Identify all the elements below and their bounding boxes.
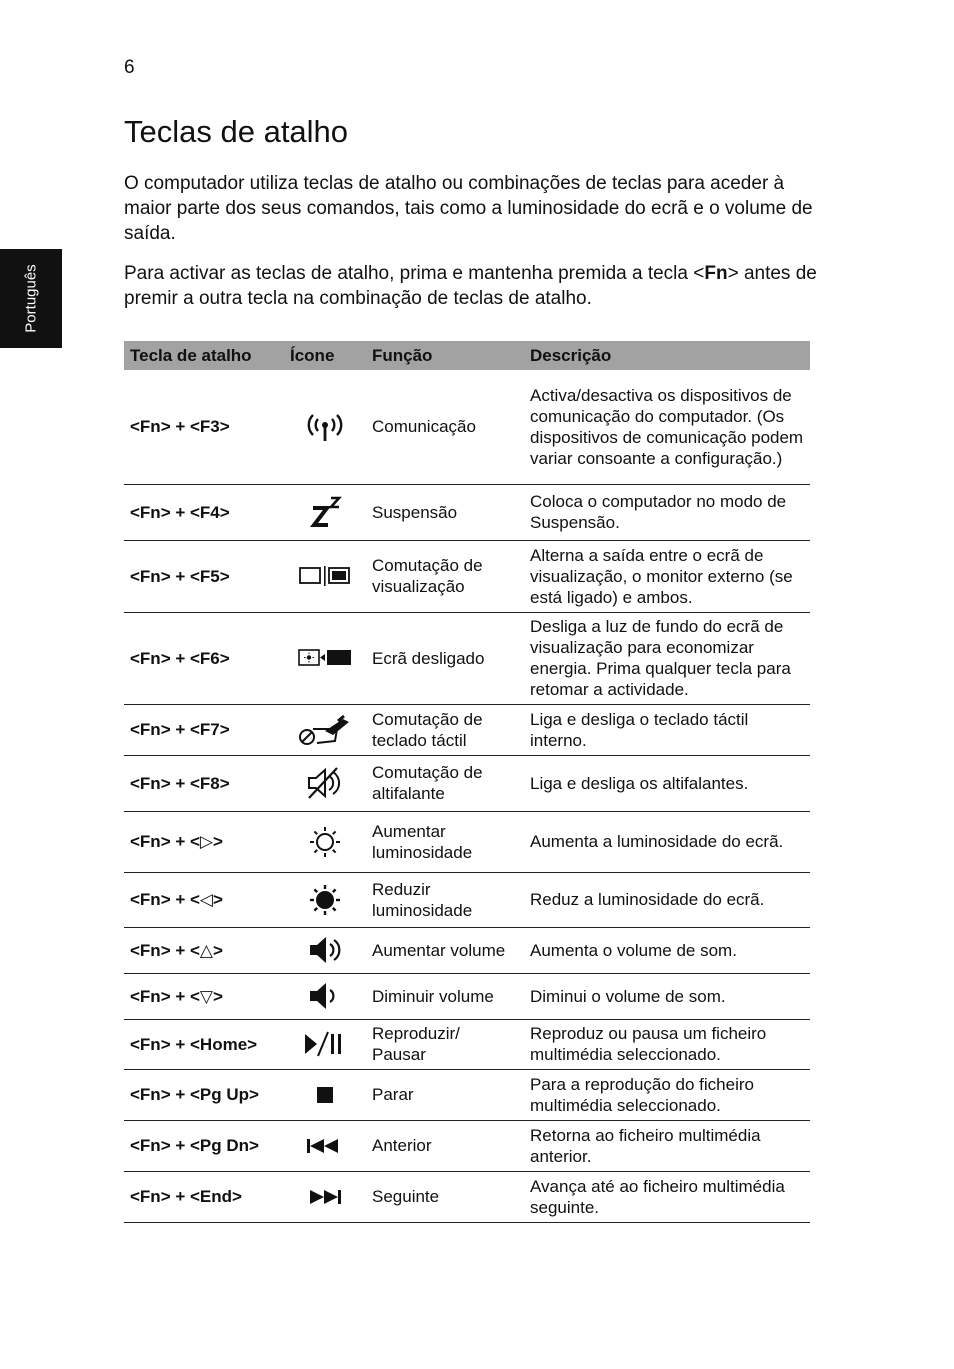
description: Liga e desliga os altifalantes. bbox=[524, 755, 810, 811]
table-header-row bbox=[124, 341, 810, 370]
table-row bbox=[124, 370, 810, 484]
activation-paragraph bbox=[124, 261, 824, 311]
table-row bbox=[124, 755, 810, 811]
hotkey: <Fn> + <End> bbox=[124, 1171, 284, 1222]
description: Liga e desliga o teclado táctil interno. bbox=[524, 704, 810, 755]
hotkey: <Fn> + <▷> bbox=[124, 811, 284, 872]
touchpad-toggle-icon bbox=[297, 713, 353, 747]
function-label: Comutação de visualização bbox=[366, 540, 524, 612]
speaker-mute-icon bbox=[305, 766, 345, 800]
hotkey: <Fn> + <F5> bbox=[124, 540, 284, 612]
sleep-icon bbox=[305, 494, 345, 530]
display-off-icon bbox=[297, 647, 353, 669]
description: Coloca o computador no modo de Suspensão. bbox=[524, 484, 810, 540]
function-label: Reproduzir/ Pausar bbox=[366, 1019, 524, 1069]
table-row bbox=[124, 973, 810, 1019]
header-key: Tecla de atalho bbox=[124, 341, 284, 370]
hotkey: <Fn> + <F4> bbox=[124, 484, 284, 540]
stop-icon bbox=[315, 1086, 335, 1104]
function-label: Anterior bbox=[366, 1120, 524, 1171]
hotkey: <Fn> + <Pg Dn> bbox=[124, 1120, 284, 1171]
page-number: 6 bbox=[124, 57, 135, 78]
previous-icon bbox=[305, 1137, 345, 1155]
table-row bbox=[124, 872, 810, 927]
function-label: Diminuir volume bbox=[366, 973, 524, 1019]
function-label: Aumentar volume bbox=[366, 927, 524, 973]
hotkey: <Fn> + <◁> bbox=[124, 872, 284, 927]
volume-down-icon bbox=[307, 980, 343, 1012]
hotkeys-table bbox=[124, 341, 810, 1223]
hotkey: <Fn> + <Pg Up> bbox=[124, 1069, 284, 1120]
function-label: Comutação de teclado táctil bbox=[366, 704, 524, 755]
function-label: Suspensão bbox=[366, 484, 524, 540]
play-pause-icon bbox=[303, 1030, 347, 1058]
volume-up-icon bbox=[307, 934, 343, 966]
intro-paragraph: O computador utiliza teclas de atalho ou combinações de teclas para aceder à maior parte dos seus comandos, tais como a luminosidade do ecrã e o volume de saída. bbox=[124, 173, 813, 244]
language-tab bbox=[0, 249, 62, 348]
description: Alterna a saída entre o ecrã de visualização, o monitor externo (se está ligado) e ambos. bbox=[524, 540, 810, 612]
language-tab-label: Português bbox=[22, 264, 40, 333]
table-row bbox=[124, 927, 810, 973]
header-description: Descrição bbox=[524, 341, 810, 370]
hotkey: <Fn> + <Home> bbox=[124, 1019, 284, 1069]
table-row bbox=[124, 612, 810, 704]
description: Reproduz ou pausa um ficheiro multimédia seleccionado. bbox=[524, 1019, 810, 1069]
table-row bbox=[124, 1120, 810, 1171]
page-title: Teclas de atalho bbox=[124, 114, 349, 149]
table-row bbox=[124, 540, 810, 612]
hotkey: <Fn> + <F7> bbox=[124, 704, 284, 755]
function-label: Comunicação bbox=[366, 370, 524, 484]
header-function: Função bbox=[366, 341, 524, 370]
table-row bbox=[124, 1019, 810, 1069]
wireless-icon bbox=[305, 410, 345, 444]
description: Retorna ao ficheiro multimédia anterior. bbox=[524, 1120, 810, 1171]
brightness-up-icon bbox=[308, 825, 342, 859]
function-label: Reduzir luminosidade bbox=[366, 872, 524, 927]
table-row bbox=[124, 1069, 810, 1120]
function-label: Parar bbox=[366, 1069, 524, 1120]
hotkey: <Fn> + <F8> bbox=[124, 755, 284, 811]
description: Aumenta a luminosidade do ecrã. bbox=[524, 811, 810, 872]
hotkey: <Fn> + <▽> bbox=[124, 973, 284, 1019]
table-row bbox=[124, 484, 810, 540]
description: Reduz a luminosidade do ecrã. bbox=[524, 872, 810, 927]
description: Avança até ao ficheiro multimédia seguinte. bbox=[524, 1171, 810, 1222]
function-label: Aumentar luminosidade bbox=[366, 811, 524, 872]
next-icon bbox=[305, 1188, 345, 1206]
description: Aumenta o volume de som. bbox=[524, 927, 810, 973]
table-row bbox=[124, 704, 810, 755]
table-row bbox=[124, 811, 810, 872]
description: Para a reprodução do ficheiro multimédia seleccionado. bbox=[524, 1069, 810, 1120]
brightness-down-icon bbox=[308, 883, 342, 917]
activation-text-before: Para activar as teclas de atalho, prima e mantenha premida a tecla < bbox=[124, 263, 705, 284]
display-switch-icon bbox=[298, 565, 352, 587]
activation-text-after: > antes de premir a outra tecla na combinação de teclas de atalho. bbox=[124, 263, 817, 309]
function-label: Comutação de altifalante bbox=[366, 755, 524, 811]
description: Diminui o volume de som. bbox=[524, 973, 810, 1019]
hotkey: <Fn> + <F6> bbox=[124, 612, 284, 704]
description: Activa/desactiva os dispositivos de comunicação do computador. (Os dispositivos de comunicação podem variar consoante a configuração.) bbox=[524, 370, 810, 484]
function-label: Ecrã desligado bbox=[366, 612, 524, 704]
hotkey: <Fn> + <F3> bbox=[124, 370, 284, 484]
function-label: Seguinte bbox=[366, 1171, 524, 1222]
activation-key: Fn bbox=[704, 263, 728, 284]
hotkey: <Fn> + <△> bbox=[124, 927, 284, 973]
table-row bbox=[124, 1171, 810, 1222]
header-icon: Ícone bbox=[284, 341, 366, 370]
description: Desliga a luz de fundo do ecrã de visualização para economizar energia. Prima qualquer tecla para retomar a actividade. bbox=[524, 612, 810, 704]
